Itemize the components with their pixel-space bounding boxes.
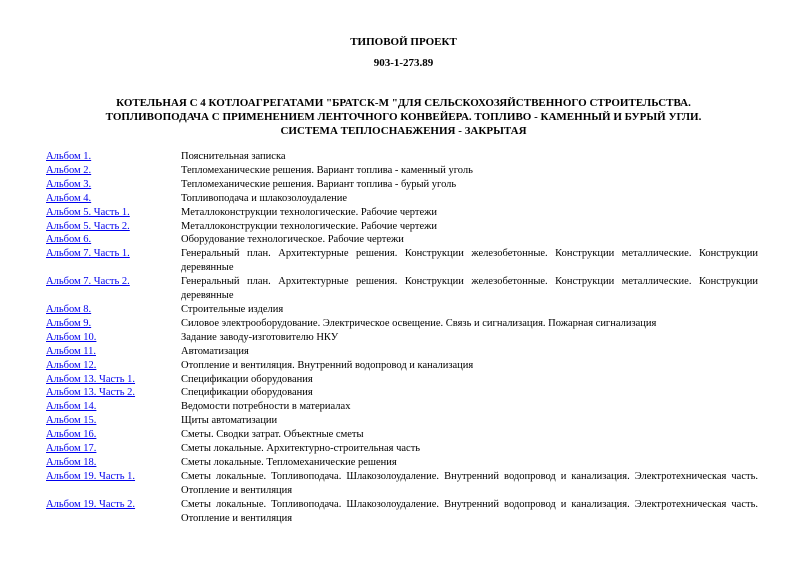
album-link[interactable]: Альбом 8.	[46, 303, 92, 315]
album-description: Спецификации оборудования	[181, 373, 313, 385]
album-link[interactable]: Альбом 4.	[46, 192, 92, 204]
document-number: 903-1-273.89	[373, 57, 434, 69]
album-row	[46, 220, 758, 234]
album-link[interactable]: Альбом 3.	[46, 178, 92, 190]
album-row	[46, 303, 758, 317]
album-row	[46, 331, 758, 345]
album-row	[46, 275, 758, 303]
album-description: Тепломеханические решения. Вариант топлива - бурый уголь	[181, 178, 457, 190]
album-row	[46, 206, 758, 220]
album-description: Сметы локальные. Топливоподача. Шлакозолоудаление. Внутренний водопровод и канализация. Электротехническая часть. Отопление и вентиляция	[181, 498, 758, 524]
album-link[interactable]: Альбом 7. Часть 1.	[46, 248, 130, 260]
album-link[interactable]: Альбом 7. Часть 2.	[46, 276, 130, 288]
album-link[interactable]: Альбом 1.	[46, 151, 92, 162]
document-type-heading: ТИПОВОЙ ПРОЕКТ	[350, 36, 457, 48]
album-description: Спецификации оборудования	[181, 387, 313, 399]
album-row	[46, 442, 758, 456]
album-link[interactable]: Альбом 5. Часть 2.	[46, 220, 130, 232]
album-link[interactable]: Альбом 9.	[46, 317, 92, 329]
album-link[interactable]: Альбом 2.	[46, 164, 92, 176]
album-row	[46, 456, 758, 470]
album-link[interactable]: Альбом 11.	[46, 345, 97, 357]
album-link[interactable]: Альбом 5. Часть 1.	[46, 206, 130, 218]
album-link[interactable]: Альбом 14.	[46, 401, 97, 413]
album-row	[46, 247, 758, 275]
album-row	[46, 470, 758, 498]
album-row	[46, 428, 758, 442]
album-link[interactable]: Альбом 17.	[46, 443, 97, 455]
album-description: Сметы. Сводки затрат. Объектные сметы	[181, 429, 364, 441]
album-row	[46, 317, 758, 331]
album-link[interactable]: Альбом 19. Часть 2.	[46, 498, 136, 510]
album-row	[46, 150, 758, 164]
album-row	[46, 345, 758, 359]
album-description: Металлоконструкции технологические. Рабочие чертежи	[181, 206, 437, 218]
album-description: Генеральный план. Архитектурные решения. Конструкции железобетонные. Конструкции металлические. Конструкции деревянные	[181, 276, 758, 302]
album-description: Тепломеханические решения. Вариант топлива - каменный уголь	[181, 164, 473, 176]
album-row	[46, 373, 758, 387]
album-link[interactable]: Альбом 13. Часть 2.	[46, 387, 136, 399]
album-link[interactable]: Альбом 6.	[46, 234, 92, 246]
album-description: Оборудование технологическое. Рабочие чертежи	[181, 234, 404, 246]
album-link[interactable]: Альбом 12.	[46, 359, 97, 371]
project-title	[40, 96, 767, 138]
album-link[interactable]: Альбом 19. Часть 1.	[46, 470, 136, 482]
album-list	[46, 150, 758, 525]
album-row	[46, 178, 758, 192]
album-row	[46, 414, 758, 428]
album-row	[46, 386, 758, 400]
album-description: Сметы локальные. Тепломеханические решения	[181, 456, 397, 468]
album-description: Отопление и вентиляция. Внутренний водопровод и канализация	[181, 359, 474, 371]
album-row	[46, 192, 758, 206]
album-description: Генеральный план. Архитектурные решения. Конструкции железобетонные. Конструкции металлические. Конструкции деревянные	[181, 248, 758, 274]
album-description: Ведомости потребности в материалах	[181, 401, 351, 413]
album-description: Задание заводу-изготовителю НКУ	[181, 331, 339, 343]
album-description: Металлоконструкции технологические. Рабочие чертежи	[181, 220, 437, 232]
project-title-line-3: СИСТЕМА ТЕПЛОСНАБЖЕНИЯ - ЗАКРЫТАЯ	[280, 125, 527, 137]
album-row	[46, 498, 758, 526]
album-row	[46, 164, 758, 178]
album-link[interactable]: Альбом 10.	[46, 331, 97, 343]
project-title-line-1: КОТЕЛЬНАЯ С 4 КОТЛОАГРЕГАТАМИ "БРАТСК-М "ДЛЯ СЕЛЬСКОХОЗЯЙСТВЕННОГО СТРОИТЕЛЬСТВА.	[116, 97, 691, 109]
album-link[interactable]: Альбом 18.	[46, 456, 97, 468]
album-link[interactable]: Альбом 13. Часть 1.	[46, 373, 136, 385]
album-description: Силовое электрооборудование. Электрическое освещение. Связь и сигнализация. Пожарная сигнализация	[181, 317, 657, 329]
album-description: Щиты автоматизации	[181, 415, 278, 427]
project-title-line-2: ТОПЛИВОПОДАЧА С ПРИМЕНЕНИЕМ ЛЕНТОЧНОГО КОНВЕЙЕРА. ТОПЛИВО - КАМЕННЫЙ И БУРЫЙ УГЛИ.	[105, 111, 702, 123]
album-description: Топливоподача и шлакозолоудаление	[181, 192, 348, 204]
album-description: Сметы локальные. Архитектурно-строительная часть	[181, 443, 421, 455]
album-row	[46, 400, 758, 414]
album-link[interactable]: Альбом 15.	[46, 415, 97, 427]
album-description: Пояснительная записка	[181, 151, 286, 162]
album-link[interactable]: Альбом 16.	[46, 429, 97, 441]
album-description: Сметы локальные. Топливоподача. Шлакозолоудаление. Внутренний водопровод и канализация. Электротехническая часть. Отопление и вентиляция	[181, 470, 758, 496]
album-row	[46, 359, 758, 373]
album-row	[46, 233, 758, 247]
album-description: Автоматизация	[181, 345, 249, 357]
album-description: Строительные изделия	[181, 303, 284, 315]
